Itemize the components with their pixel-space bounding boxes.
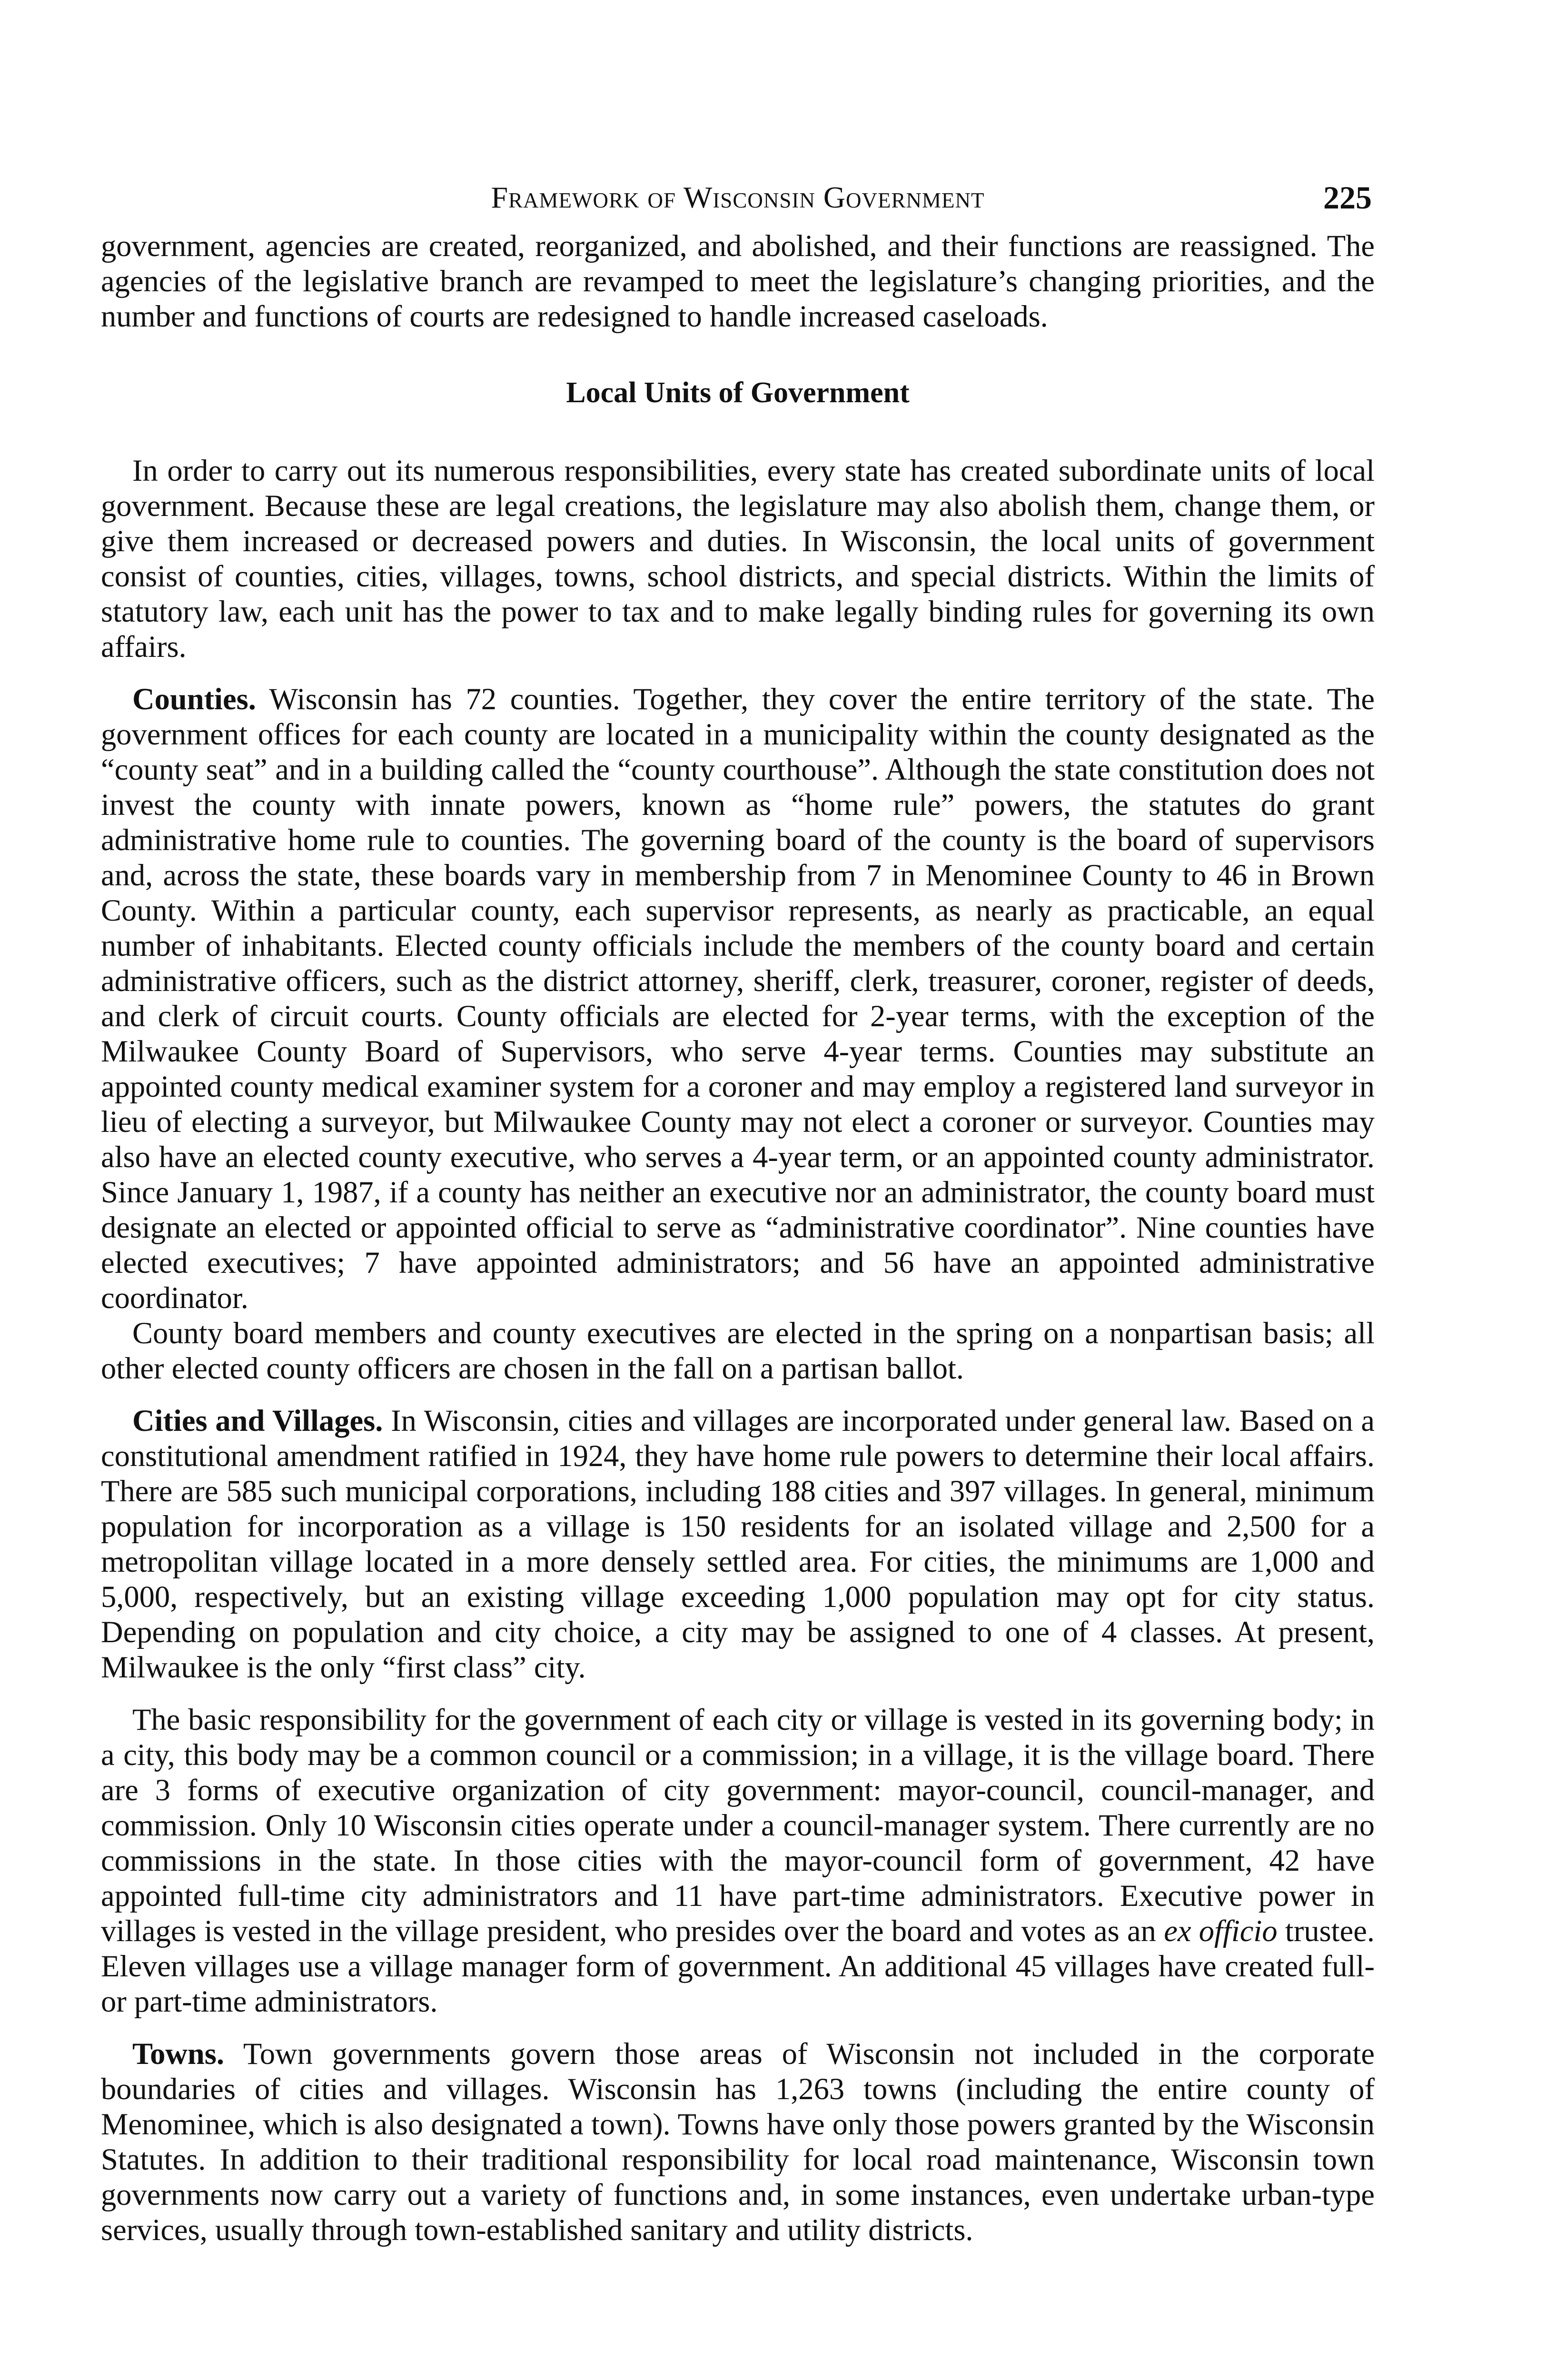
towns-text: Town governments govern those areas of Wisconsin not included in the corporate boundaries of cities and villages. Wisconsin has 1,263 towns (including the entire county of Menominee, which is also designated a town). Towns have only those powers granted by the Wisconsin Statutes. In addition to their traditional responsibility for local road maintenance, Wisconsin town governments now carry out a variety of functions and, in some instances, even undertake urban-type services, usually through town-established sanitary and utility districts. [101, 2037, 1375, 2247]
cities-villages-text: In Wisconsin, cities and villages are incorporated under general law. Based on a constitutional amendment ratified in 1924, they have home rule powers to determine their local affairs. There are 585 such municipal corporations, including 188 cities and 397 villages. In general, minimum population for incorporation as a village is 150 residents for an isolated village and 2,500 for a metropolitan village located in a more densely settled area. For cities, the minimums are 1,000 and 5,000, respectively, but an existing village exceeding 1,000 population may opt for city status. Depending on population and city choice, a city may be assigned to one of 4 classes. At present, Milwaukee is the only “first class” city. [101, 1404, 1375, 1684]
county-elections-paragraph: County board members and county executives are elected in the spring on a nonpartisan basis; all other elected county officers are chosen in the fall on a partisan ballot. [101, 1316, 1375, 1385]
ex-officio-term: ex officio [1164, 1914, 1278, 1948]
towns-run-in-heading: Towns. [132, 2037, 225, 2071]
counties-run-in-heading: Counties. [132, 682, 256, 716]
city-government-paragraph [101, 1702, 1375, 2019]
city-government-text-start: The basic responsibility for the government of each city or village is vested in its governing body; in a city, this body may be a common council or a commission; in a village, it is the village board. There are 3 forms of executive organization of city government: mayor-council, council-manager, and commission. Only 10 Wisconsin cities operate under a council-manager system. There currently are no commissions in the state. In those cities with the mayor-council form of government, 42 have appointed full-time city administrators and 11 have part-time administrators. Executive power in villages is vested in the village president, who presides over the board and votes as an [101, 1703, 1375, 1948]
local-units-paragraph: In order to carry out its numerous responsibilities, every state has created subordinate units of local government. Because these are legal creations, the legislature may also abolish them, change them, or give them increased or decreased powers and duties. In Wisconsin, the local units of government consist of counties, cities, villages, towns, school districts, and special districts. Within the limits of statutory law, each unit has the power to tax and to make legally binding rules for governing its own affairs. [101, 454, 1375, 664]
cities-villages-run-in-heading: Cities and Villages. [132, 1404, 383, 1438]
page-number: 225 [1323, 179, 1372, 216]
intro-paragraph: government, agencies are created, reorganized, and abolished, and their functions are reassigned. The agencies of the legislative branch are revamped to meet the legislature’s changing priorities, and the number and functions of courts are redesigned to handle increased caseloads. [101, 229, 1375, 333]
document-page [101, 176, 1375, 2248]
body-text [101, 228, 1375, 2248]
city-government-text-end: trustee. Eleven villages use a village manager form of government. An additional 45 villages have created full- or part-time administrators. [101, 1914, 1375, 2018]
cities-villages-paragraph [101, 1403, 1375, 1685]
towns-paragraph [101, 2036, 1375, 2248]
counties-text: Wisconsin has 72 counties. Together, they cover the entire territory of the state. The government offices for each county are located in a municipality within the county designated as the “county seat” and in a building called the “county courthouse”. Although the state constitution does not invest the county with innate powers, known as “home rule” powers, the statutes do grant administrative home rule to counties. The governing board of the county is the board of supervisors and, across the state, these boards vary in membership from 7 in Menominee County to 46 in Brown County. Within a particular county, each supervisor represents, as nearly as practicable, an equal number of inhabitants. Elected county officials include the members of the county board and certain administrative officers, such as the district attorney, sheriff, clerk, treasurer, coroner, register of deeds, and clerk of circuit courts. County officials are elected for 2-year terms, with the exception of the Milwaukee County Board of Supervisors, who serve 4-year terms. Counties may substitute an appointed county medical examiner system for a coroner and may employ a registered land surveyor in lieu of electing a surveyor, but Milwaukee County may not elect a coroner or surveyor. Counties may also have an elected county executive, who serves a 4-year term, or an appointed county administrator. Since January 1, 1987, if a county has neither an executive nor an administrator, the county board must designate an elected or appointed official to serve as “administrative coordinator”. Nine counties have elected executives; 7 have appointed administrators; and 56 have an appointed administrative coordinator. [101, 682, 1375, 1315]
section-heading: Local Units of Government [566, 377, 910, 409]
running-header [101, 176, 1375, 228]
counties-paragraph [101, 682, 1375, 1316]
running-title: Framework of Wisconsin Government [491, 180, 985, 214]
